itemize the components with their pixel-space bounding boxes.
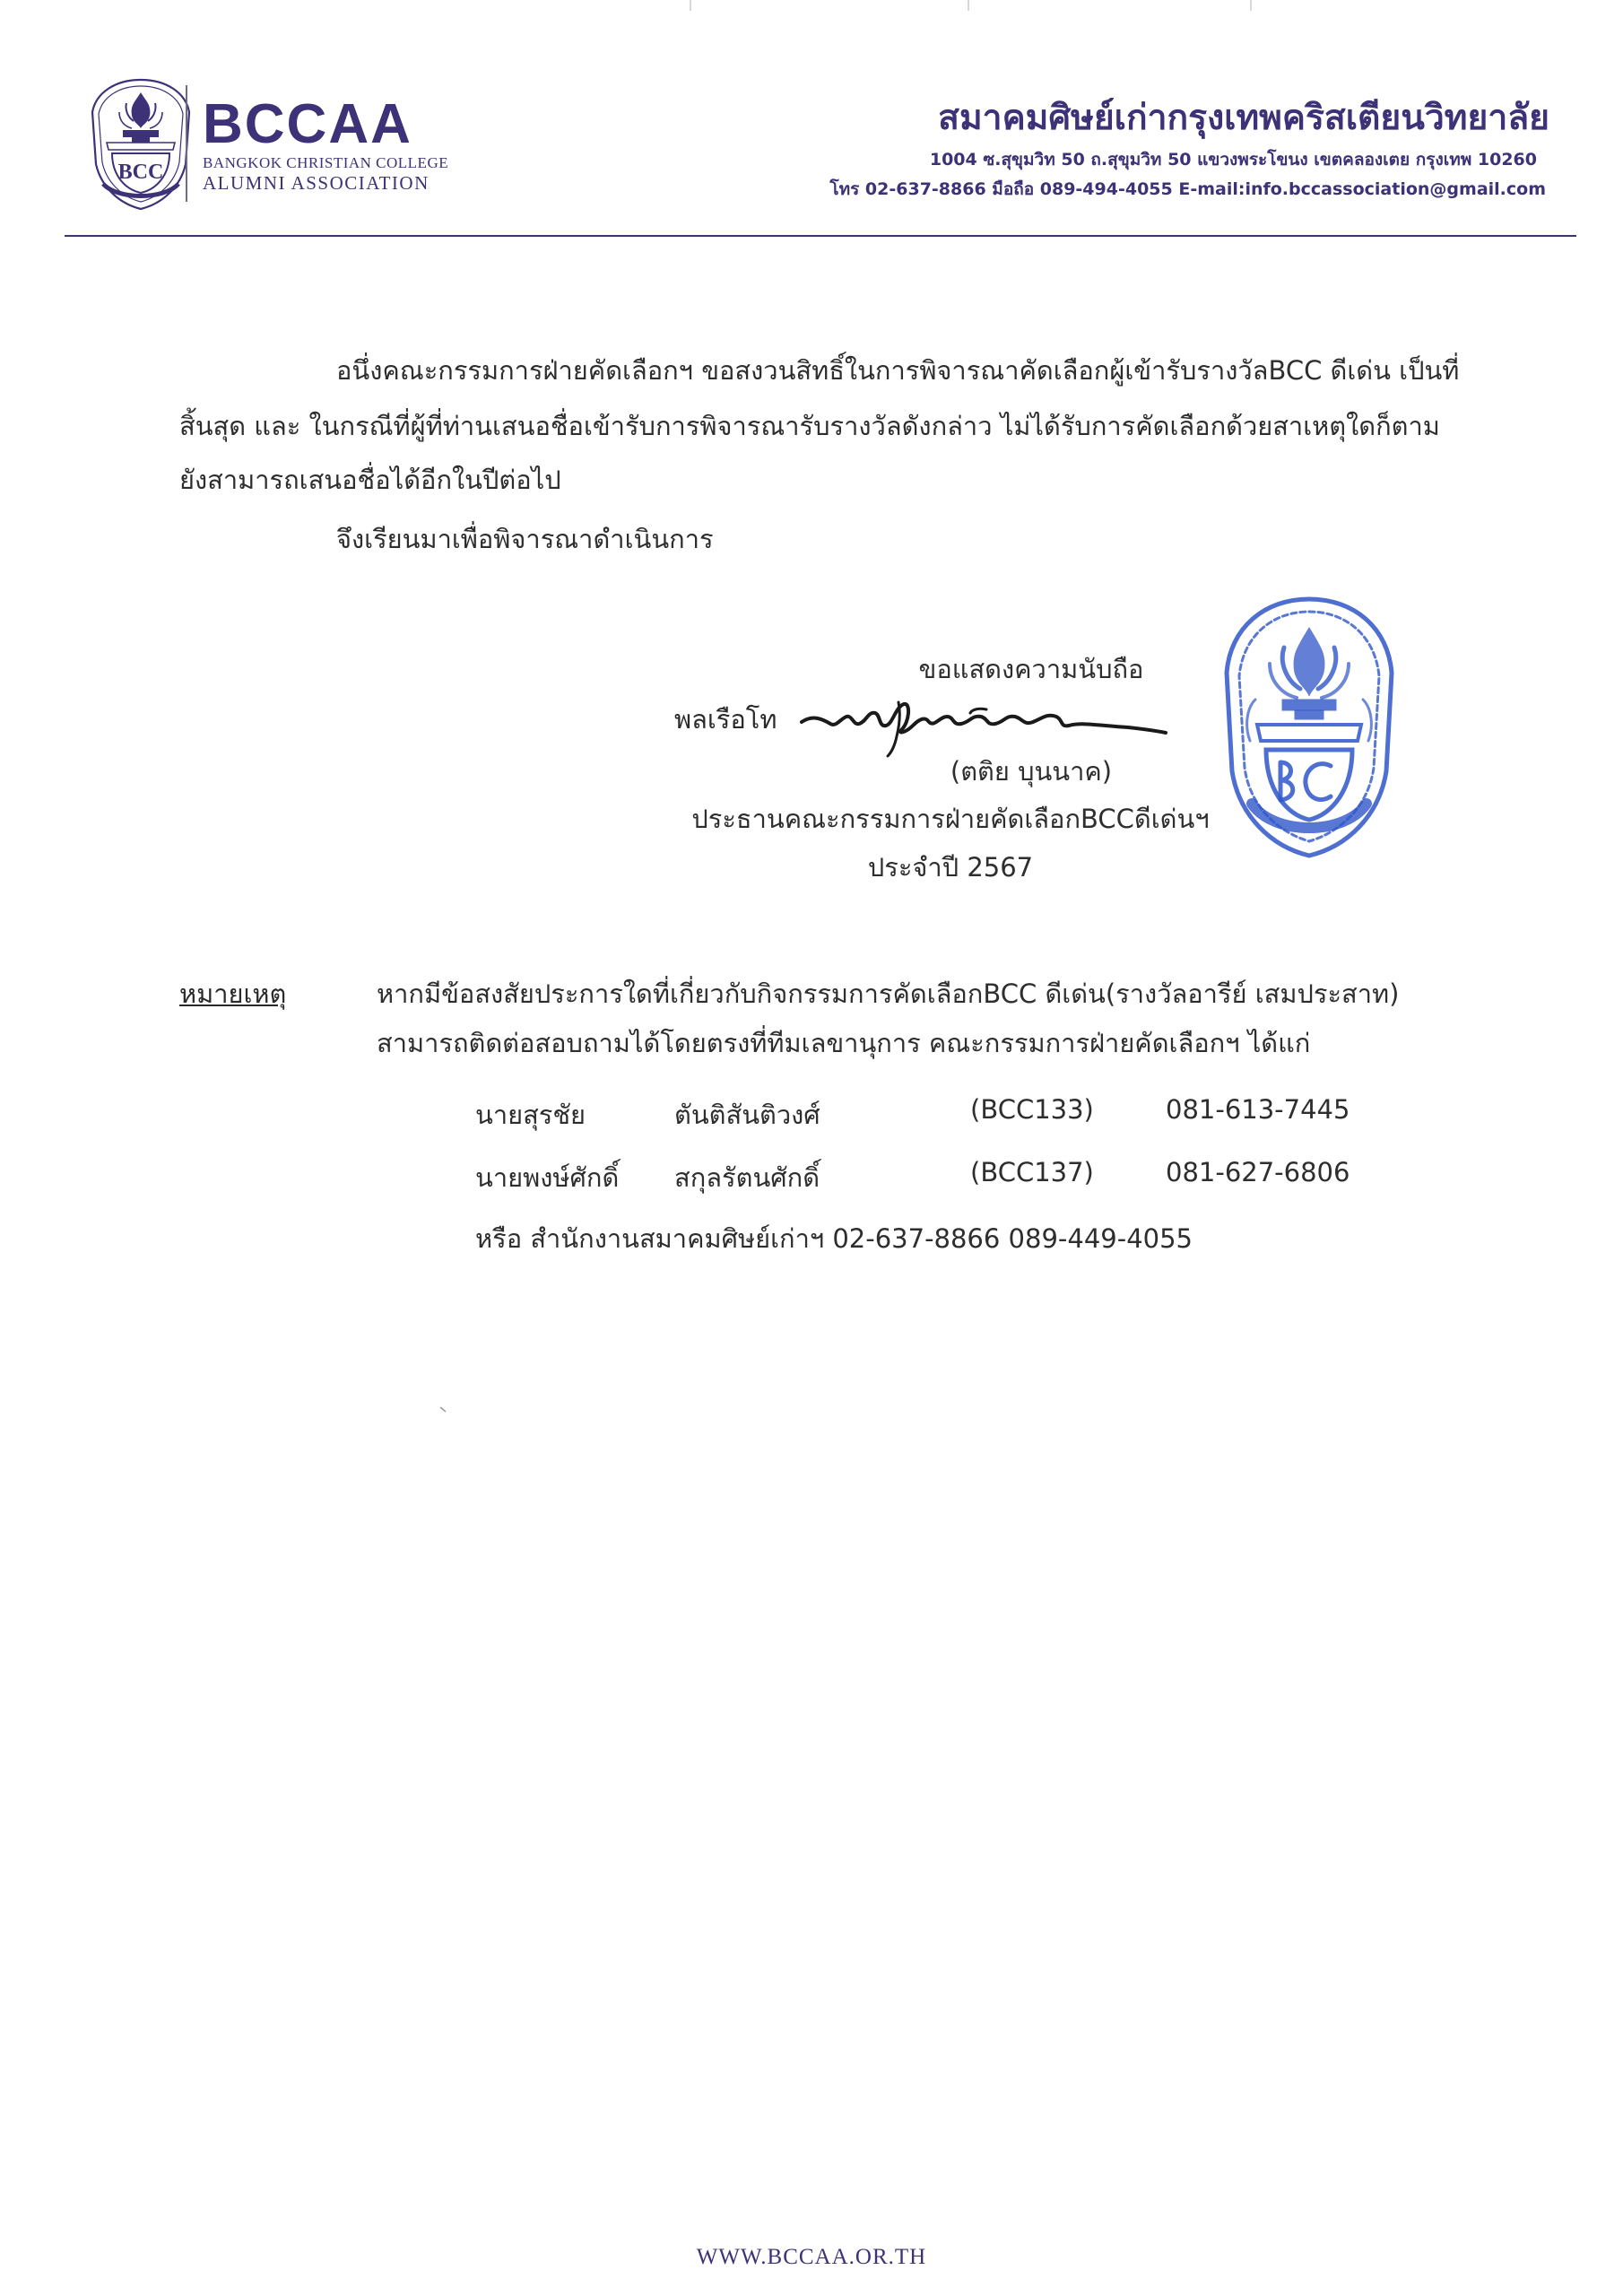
office-contact-line: หรือ สำนักงานสมาคมศิษย์เก่าฯ 02-637-8866 089-449-4055 [475,1223,1193,1254]
paragraph-line: สิ้นสุด และ ในกรณีที่ผู้ที่ท่านเสนอชื่อเข้ารับการพิจารณารับรางวัลดังกล่าว ไม่ได้รับการคัดเลือกด้วยสาเหตุใดก็ตาม [179,411,1440,441]
contact-member-code: (BCC137) [970,1157,1094,1187]
association-name: สมาคมศิษย์เก่ากรุงเทพคริสเตียนวิทยาลัย [938,98,1549,138]
contact-last-name: ตันติสันติวงศ์ [674,1100,820,1130]
note-line: หากมีข้อสงสัยประการใดที่เกี่ยวกับกิจกรรมการคัดเลือกBCC ดีเด่น(รางวัลอารีย์ เสมประสาท) [377,978,1400,1009]
scan-edge-artifact [0,0,1623,13]
contact-phone: 081-627-6806 [1166,1157,1350,1187]
signer-title: ประธานคณะกรรมการฝ่ายคัดเลือกBCCดีเด่นฯ [691,804,1210,834]
signer-year: ประจำปี 2567 [867,852,1034,883]
note-line: สามารถติดต่อสอบถามได้โดยตรงที่ทีมเลขานุการ คณะกรรมการฝ่ายคัดเลือกฯ ได้แก่ [377,1028,1311,1058]
paragraph-line: ยังสามารถเสนอชื่อได้อีกในปีต่อไป [179,465,561,495]
logo-divider [186,85,187,202]
association-seal-stamp-icon [1219,592,1399,861]
website-url: WWW.BCCAA.OR.TH [696,2245,927,2269]
association-contact: โทร 02-637-8866 มือถือ 089-494-4055 E-mail:info.bccassociation@gmail.com [829,179,1546,199]
torch-crest-emblem-icon [85,76,197,211]
paragraph-line: อนึ่งคณะกรรมการฝ่ายคัดเลือกฯ ขอสงวนสิทธิ์ในการพิจารณาคัดเลือกผู้เข้ารับรางวัลBCC ดีเด่น เป็นที่ [336,355,1460,386]
contact-last-name: สกุลรัตนศักดิ์ [674,1162,820,1193]
logo-english-line-1: BANGKOK CHRISTIAN COLLEGE [203,154,449,171]
contact-first-name: นายพงษ์ศักดิ์ [475,1162,620,1193]
association-address: 1004 ซ.สุขุมวิท 50 ถ.สุขุมวิท 50 แขวงพระโขนง เขตคลองเตย กรุงเทพ 10260 [929,150,1537,170]
header-divider-line [65,235,1576,237]
contact-phone: 081-613-7445 [1166,1094,1350,1125]
logo-english-line-2: ALUMNI ASSOCIATION [203,172,430,194]
svg-text:BCC: BCC [117,161,164,184]
note-label: หมายเหตุ [179,978,287,1009]
closing-phrase: ขอแสดงความนับถือ [918,654,1144,684]
signer-name: (ตติย บุนนาค) [950,756,1113,787]
scan-speck [439,1406,448,1413]
request-line: จึงเรียนมาเพื่อพิจารณาดำเนินการ [336,524,714,554]
handwritten-signature [794,686,1171,758]
contact-member-code: (BCC133) [970,1094,1094,1125]
logo-abbreviation: BCCAA [203,93,412,155]
signer-rank: พลเรือโท [674,704,777,735]
logo-wordmark [203,93,449,195]
contact-first-name: นายสุรชัย [475,1100,586,1130]
